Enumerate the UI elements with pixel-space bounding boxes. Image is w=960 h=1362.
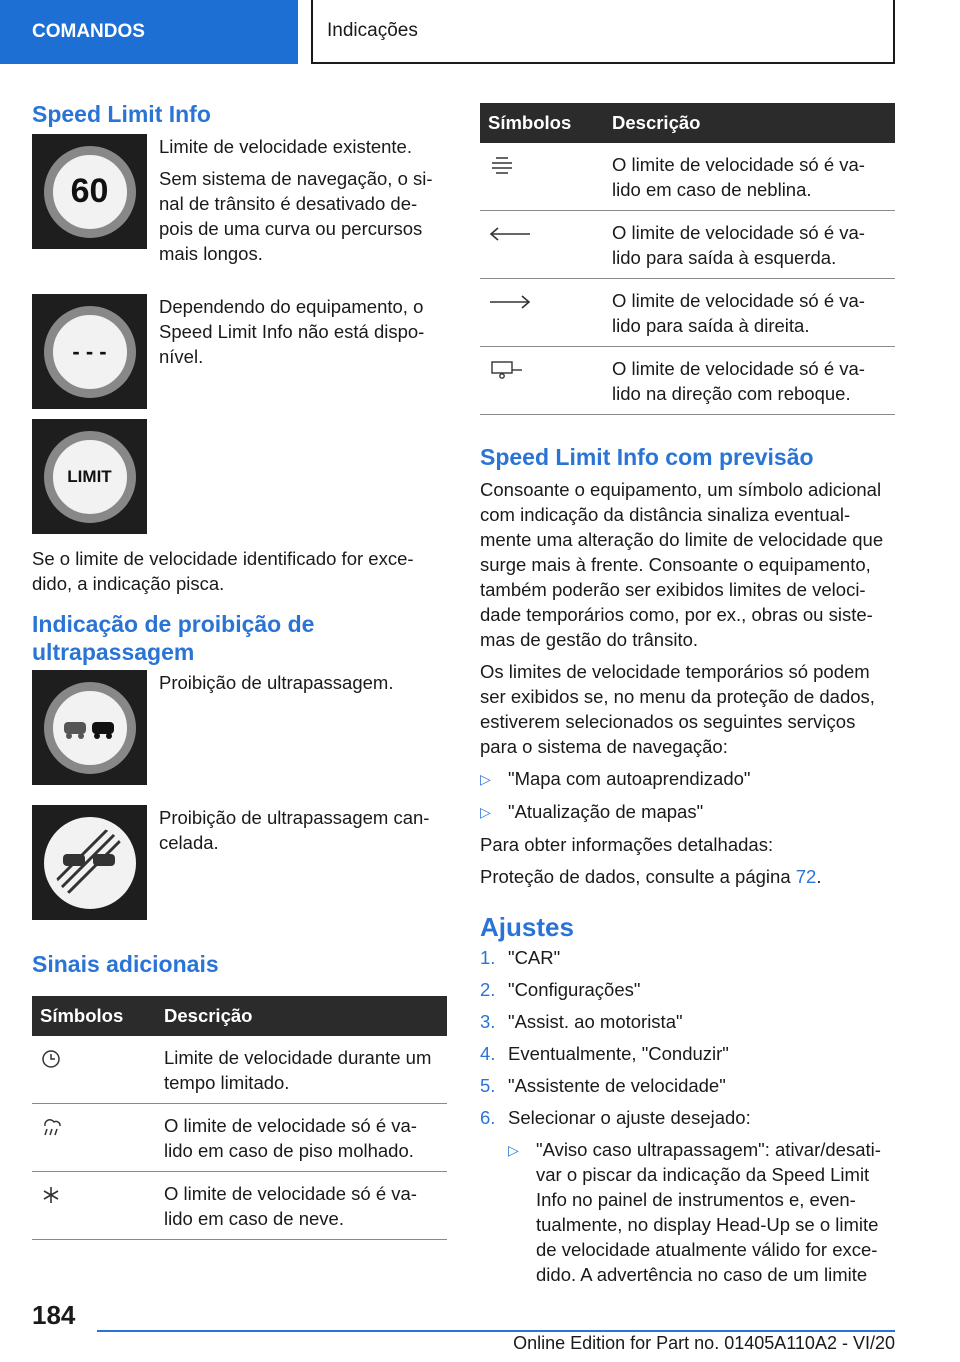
sign-dashes-text: - - - <box>72 338 107 364</box>
list-item <box>480 766 895 792</box>
table-row <box>32 1104 447 1172</box>
no-passing-heading: Indicação de proibição de ultrapassagem <box>32 611 315 665</box>
bullet-triangle-icon: ▷ <box>508 1142 519 1158</box>
row-desc: O limite de velocidade só é va-lido em caso de neve. <box>156 1172 447 1240</box>
table-row <box>480 211 895 279</box>
additional-signs-table-right <box>480 103 895 415</box>
additional-signs-table-left <box>32 996 447 1240</box>
step-text: Selecionar o ajuste desejado: <box>508 1107 751 1128</box>
speed-limit-p3: Dependendo do equipamento, o Speed Limit Info não está dispo-nível. <box>159 296 425 367</box>
table-row <box>480 347 895 415</box>
speed-limit-p4: Se o limite de velocidade identificado for exce-dido, a indicação pisca. <box>32 548 414 594</box>
speed-limit-p2: Sem sistema de navegação, o si-nal de trânsito é desativado de-pois de uma curva ou percursos mais longos. <box>159 168 433 264</box>
cancelled-cars-icon <box>53 826 127 900</box>
speed-limit-limit-sign <box>32 419 147 534</box>
step-text: Eventualmente, "Conduzir" <box>508 1043 729 1064</box>
col-description: Descrição <box>604 103 895 143</box>
list-item <box>480 1073 895 1098</box>
row-desc: O limite de velocidade só é va-lido para saída à esquerda. <box>604 211 895 279</box>
additional-signs-heading: Sinais adicionais <box>32 951 219 977</box>
step-number: 6. <box>480 1107 496 1128</box>
fog-icon <box>488 155 516 175</box>
table-row <box>32 1172 447 1240</box>
step-number: 4. <box>480 1043 496 1064</box>
list-item <box>480 945 895 970</box>
forecast-p1: Consoante o equipamento, um símbolo adicional com indicação da distância sinaliza eventual-mente uma alteração do limite de velocidade que surge mais à frente. Consoante o equipamento, também poderão ser exibidos limites de veloci-dade temporários como, por ex., obras ou siste-mas de gestão do trânsito. <box>480 479 884 650</box>
bullet-text: "Atualização de mapas" <box>508 801 704 822</box>
no-passing-p2: Proibição de ultrapassagem can-celada. <box>159 807 430 853</box>
step-text: "Configurações" <box>508 979 641 1000</box>
no-passing-cancelled-sign <box>32 805 147 920</box>
footer-divider <box>97 1330 895 1332</box>
speed-limit-60-sign <box>32 134 147 249</box>
two-cars-icon <box>62 716 118 740</box>
rain-icon <box>40 1116 64 1138</box>
arrow-left-icon <box>488 226 532 242</box>
footer-edition: Online Edition for Part no. 01405A110A2 - VI/20 <box>513 1333 895 1353</box>
row-desc: Limite de velocidade durante um tempo limitado. <box>156 1036 447 1104</box>
forecast-p4 <box>480 864 895 889</box>
clock-icon <box>40 1048 62 1070</box>
page-link[interactable]: 72 <box>795 866 817 887</box>
row-desc: O limite de velocidade só é va-lido na direção com reboque. <box>604 347 895 415</box>
step-text: "Assistente de velocidade" <box>508 1075 726 1096</box>
section-tab <box>0 0 298 64</box>
list-item <box>480 1009 895 1034</box>
step-number: 3. <box>480 1011 496 1032</box>
settings-heading: Ajustes <box>480 912 574 942</box>
col-description: Descrição <box>156 996 447 1036</box>
settings-steps <box>480 945 895 1130</box>
forecast-p4-text: Proteção de dados, consulte a página <box>480 866 796 887</box>
section-title: COMANDOS <box>32 21 145 42</box>
forecast-heading: Speed Limit Info com previsão <box>480 444 814 470</box>
step-text: "Assist. ao motorista" <box>508 1011 683 1032</box>
speed-limit-unavailable-sign <box>32 294 147 409</box>
speed-limit-heading: Speed Limit Info <box>32 101 211 127</box>
list-item <box>508 1137 895 1287</box>
col-symbols: Símbolos <box>32 996 156 1036</box>
list-item <box>480 1105 895 1130</box>
forecast-p4-end: . <box>816 866 822 887</box>
list-item <box>480 799 895 825</box>
step-number: 5. <box>480 1075 496 1096</box>
speed-limit-p1: Limite de velocidade existente. <box>159 136 412 157</box>
bullet-triangle-icon: ▷ <box>480 804 491 820</box>
bullet-text: "Aviso caso ultrapassagem": ativar/desati-var o piscar da indicação da Speed Limit Info no painel de instrumentos e, even-tualmente, no display Head-Up se o limite de velocidade atualmente válido for exce-dido. A advertência no caso de um limite <box>536 1139 881 1285</box>
bullet-text: "Mapa com autoaprendizado" <box>508 768 751 789</box>
step-number: 2. <box>480 979 496 1000</box>
right-column <box>480 100 895 1287</box>
no-passing-p1: Proibição de ultrapassagem. <box>159 672 394 693</box>
chapter-tab <box>311 0 895 64</box>
step-text: "CAR" <box>508 947 561 968</box>
table-row <box>480 279 895 347</box>
forecast-p3: Para obter informações detalhadas: <box>480 834 774 855</box>
forecast-p2: Os limites de velocidade temporários só podem ser exibidos se, no menu da proteção de dados, estiverem selecionados os seguintes serviços para o sistema de navegação: <box>480 661 875 757</box>
arrow-right-icon <box>488 294 532 310</box>
sign-limit-text: LIMIT <box>67 466 112 486</box>
list-item <box>480 1041 895 1066</box>
left-column <box>32 100 447 1240</box>
step-number: 1. <box>480 947 496 968</box>
col-symbols: Símbolos <box>480 103 604 143</box>
trailer-icon <box>488 359 524 379</box>
chapter-title: Indicações <box>327 20 418 41</box>
sign-60-text: 60 <box>70 172 109 210</box>
row-desc: O limite de velocidade só é va-lido em caso de neblina. <box>604 143 895 211</box>
snowflake-icon <box>40 1184 62 1206</box>
list-item <box>480 977 895 1002</box>
bullet-triangle-icon: ▷ <box>480 771 491 787</box>
page-number: 184 <box>32 1300 76 1330</box>
table-row <box>480 143 895 211</box>
no-passing-sign <box>32 670 147 785</box>
row-desc: O limite de velocidade só é va-lido para saída à direita. <box>604 279 895 347</box>
table-row <box>32 1036 447 1104</box>
row-desc: O limite de velocidade só é va-lido em caso de piso molhado. <box>156 1104 447 1172</box>
